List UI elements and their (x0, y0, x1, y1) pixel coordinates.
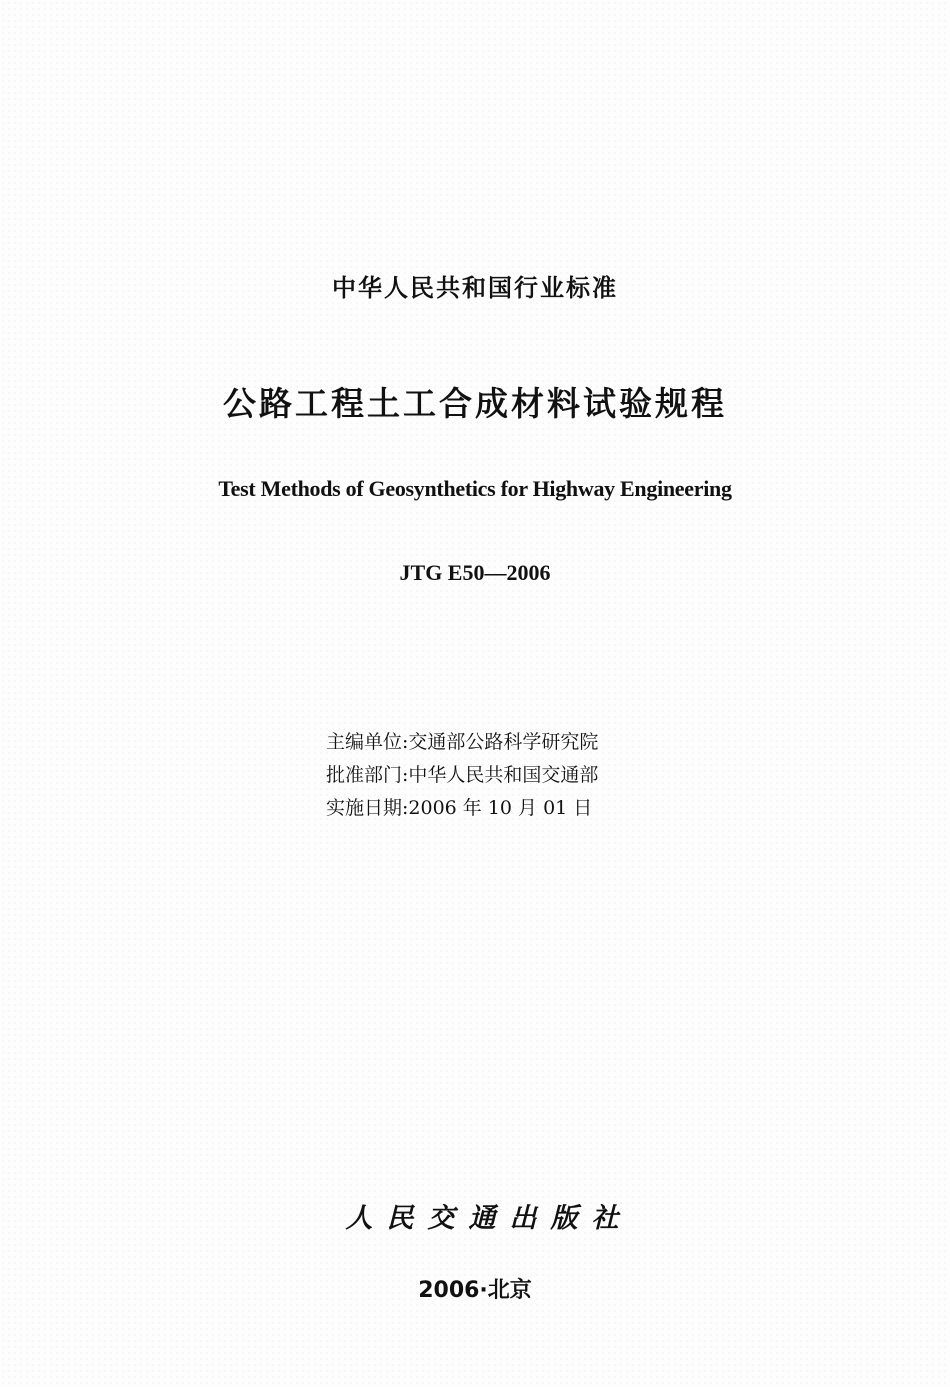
standard-code: JTG E50—2006 (399, 560, 551, 585)
effective-date: 实施日期:2006 年 10 月 01 日 (326, 797, 593, 819)
editor-unit: 主编单位:交通部公路科学研究院 (326, 731, 599, 753)
document-title-english: Test Methods of Geosynthetics for Highway Engineering (218, 476, 732, 501)
publication-info (326, 726, 598, 825)
standard-series-label: 中华人民共和国行业标准 (332, 274, 618, 302)
publisher-name: 人民交通出版社 (345, 1203, 633, 1234)
document-title-chinese: 公路工程土工合成材料试验规程 (223, 384, 727, 423)
approval-department: 批准部门:中华人民共和国交通部 (326, 764, 599, 786)
publication-place-date: 2006·北京 (418, 1278, 532, 1303)
